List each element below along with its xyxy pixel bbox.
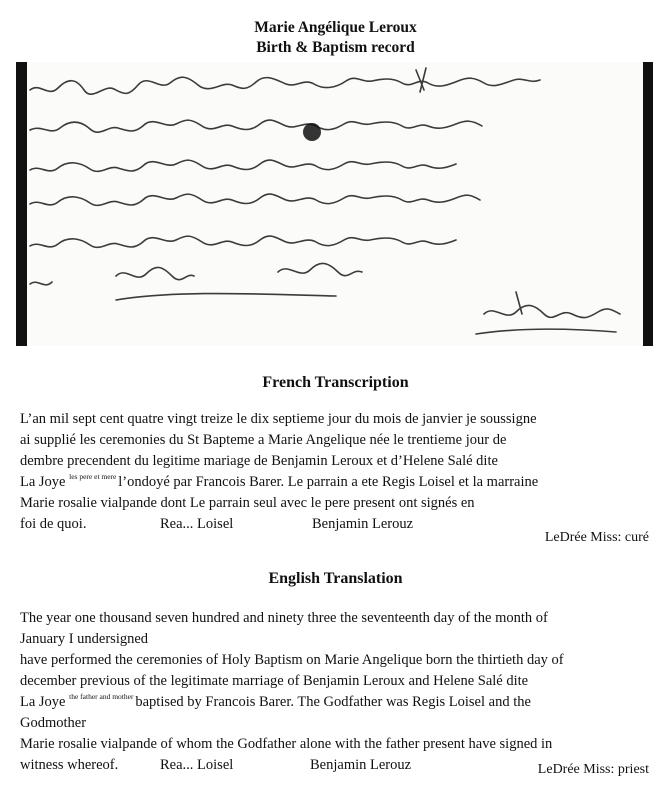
english-line-text: witness whereof. <box>20 757 119 773</box>
record-title-name: Marie Angélique Leroux <box>254 19 417 36</box>
english-line <box>20 692 660 713</box>
english-priest-signature: LeDrée Miss: priest <box>537 762 649 777</box>
french-signature-benjamin: Benjamin Lerouz <box>312 516 414 532</box>
french-line: L’an mil sept cent quatre vingt treize le dix septieme jour du mois de janvier je soussigne <box>20 411 537 427</box>
english-superscript: the father and mother <box>69 692 136 701</box>
manuscript-image <box>16 62 653 346</box>
english-signature-loisel: Rea... Loisel <box>160 757 234 773</box>
ink-blot <box>303 123 321 141</box>
english-line: have performed the ceremonies of Holy Baptism on Marie Angelique born the thirtieth day of <box>20 652 564 668</box>
french-line: dembre precendent du legitime mariage de Benjamin Leroux et d’Helene Salé dite <box>20 453 498 469</box>
handwriting-scrawl <box>16 62 653 346</box>
french-line-text: La Joye <box>20 474 70 490</box>
french-superscript: les pere et mere <box>69 472 119 481</box>
english-line: The year one thousand seven hundred and ninety three the seventeenth day of the month of <box>20 610 548 626</box>
english-line: Godmother <box>20 715 87 731</box>
english-heading: English Translation <box>268 570 403 587</box>
french-line-text: l’ondoyé par Francois Barer. Le parrain a ete Regis Loisel et la marraine <box>118 474 539 490</box>
english-line: december previous of the legitimate marriage of Benjamin Leroux and Helene Salé dite <box>20 673 529 689</box>
french-line <box>20 472 660 493</box>
french-line: Marie rosalie vialpande dont Le parrain seul avec le pere present ont signés en <box>20 495 475 511</box>
french-transcription <box>20 409 660 535</box>
english-line: Marie rosalie vialpande of whom the Godfather alone with the father present have signed in <box>20 736 553 752</box>
record-title-subtitle: Birth & Baptism record <box>256 39 415 56</box>
french-heading: French Transcription <box>262 374 409 391</box>
french-line-text: foi de quoi. <box>20 516 87 532</box>
english-line: January I undersigned <box>20 631 149 647</box>
french-signature-loisel: Rea... Loisel <box>160 516 234 532</box>
english-translation <box>20 608 660 776</box>
english-line-text: baptised by Francois Barer. The Godfather was Regis Loisel and the <box>135 694 531 710</box>
french-line: ai supplié les ceremonies du St Bapteme a Marie Angelique née le trentieme jour de <box>20 432 507 448</box>
english-line-text: La Joye <box>20 694 70 710</box>
english-signature-benjamin: Benjamin Lerouz <box>310 757 412 773</box>
french-priest-signature: LeDrée Miss: curé <box>544 530 649 545</box>
